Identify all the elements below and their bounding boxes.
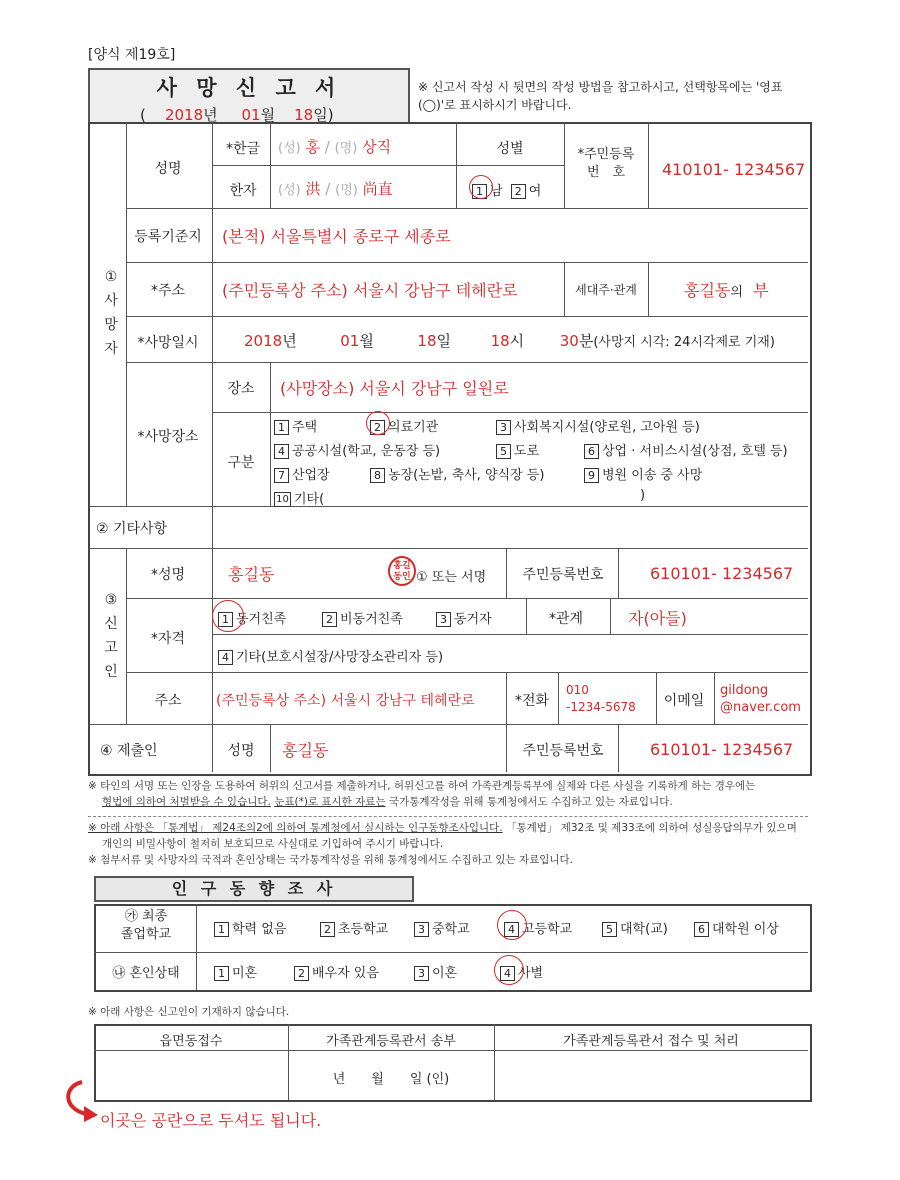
edu-option-6[interactable]: 6 대학원 이상 xyxy=(694,918,779,937)
death-datetime-field[interactable]: 2018년 01월 18일 18시 30분(사망지 시각: 24시각제로 기재) xyxy=(244,332,775,350)
office-header-2: 가족관계등록관서 송부 xyxy=(326,1034,456,1049)
name-label: 성명 xyxy=(154,161,182,177)
qualification-option-4[interactable]: 4 기타(보호시설장/사망장소관리자 등) xyxy=(218,646,443,665)
office-date: 년 월 일 (인) xyxy=(332,1072,450,1087)
phone-field[interactable]: 010 -1234-5678 xyxy=(566,683,636,714)
marital-option-2[interactable]: 2 배우자 있음 xyxy=(294,962,379,981)
reporter-name-field[interactable]: 홍길동 xyxy=(228,565,275,584)
title-box xyxy=(88,68,410,124)
reporter-address-field[interactable]: (주민등록상 주소) 서울시 강남구 테헤란로 xyxy=(216,693,475,709)
place-label: 장소 xyxy=(227,381,255,397)
registry-label: 등록기준지 xyxy=(134,229,202,245)
reporter-address-label: 주소 xyxy=(154,693,182,709)
category-option-9[interactable]: 9 병원 이송 중 사망 xyxy=(584,464,702,483)
address-field[interactable]: (주민등록상 주소) 서울시 강남구 테헤란로 xyxy=(222,281,518,300)
category-option-10[interactable]: 10 기타( xyxy=(274,488,324,507)
edu-option-1[interactable]: 1 학력 없음 xyxy=(214,918,286,937)
reporter-rrn[interactable]: 610101- 1234567 xyxy=(650,564,794,583)
edu-option-5[interactable]: 5 대학(교) xyxy=(602,918,668,937)
form-title: 사 망 신 고 서 xyxy=(156,76,342,100)
instruction-text: ※ 신고서 작성 시 뒷면의 작성 방법을 참고하시고, 선택항목에는 '영표(◯)'로 표시하시기 바랍니다. xyxy=(418,80,783,112)
householder-field[interactable]: 홍길동의 부 xyxy=(684,281,769,300)
submitter-rrn[interactable]: 610101- 1234567 xyxy=(650,740,794,759)
education-selected-circle xyxy=(497,910,527,940)
reporter-section-label: ③ 신 고 인 xyxy=(104,592,118,680)
category-selected-circle xyxy=(366,411,390,435)
qualification-option-1[interactable]: 1 동거친족 xyxy=(218,608,286,627)
statistics-notice: ※ 아래 사항은 「통계법」 제24조의2에 의하여 통계청에서 실시하는 인구동향조사입니다. 「통계법」 제32조 및 제33조에 의하여 성실응답의무가 있으며 개인의 비밀사항이 철저히 보호되므로 사실대로 기입하여 주시기 바랍니다. ※ 첨부서류 및 사망자의 국적과 혼인상태는 국가통계작성을 위해 통계청에서도 수집하고 있는 자료입니다. xyxy=(88,822,797,866)
address-label: *주소 xyxy=(150,283,186,299)
education-label: ㉮ 최종 졸업학교 xyxy=(120,909,172,942)
qualification-label: *자격 xyxy=(150,631,186,647)
email-field[interactable]: gildong @naver.com xyxy=(720,683,801,715)
name-hangul-field[interactable]: (성) 홍 / (명) 상직 xyxy=(278,138,392,156)
category-option-6[interactable]: 6 상업 · 서비스시설(상점, 호텔 등) xyxy=(584,440,788,459)
reporter-name-label: *성명 xyxy=(150,567,186,583)
death-place-label: *사망장소 xyxy=(137,429,199,445)
category-option-5[interactable]: 5 도로 xyxy=(496,440,539,459)
office-header-1: 읍면동접수 xyxy=(159,1034,223,1049)
office-note: ※ 아래 사항은 신고인이 기재하지 않습니다. xyxy=(88,1006,290,1018)
reporter-rrn-label: 주민등록번호 xyxy=(522,567,604,583)
relation-field[interactable]: 자(아들) xyxy=(628,609,687,628)
name-hanja-field[interactable]: (성) 洪 / (명) 尚直 xyxy=(278,180,393,198)
phone-label: *전화 xyxy=(514,693,550,709)
survey-title-box: 인 구 동 향 조 사 xyxy=(94,876,414,902)
death-datetime-label: *사망일시 xyxy=(137,335,199,351)
category-label: 구분 xyxy=(227,455,255,471)
marital-label: ㉯ 혼인상태 xyxy=(112,966,180,981)
marital-option-3[interactable]: 3 이혼 xyxy=(414,962,457,981)
category-option-2[interactable]: 2 의료기관 xyxy=(370,416,438,435)
edu-option-3[interactable]: 3 중학교 xyxy=(414,918,470,937)
submitter-name-field[interactable]: 홍길동 xyxy=(282,741,329,760)
category-option-3[interactable]: 3 사회복지시설(양로원, 고아원 등) xyxy=(496,416,700,435)
category-option-1[interactable]: 1 주택 xyxy=(274,416,317,435)
category-option-8[interactable]: 8 농장(논밭, 축사, 양식장 등) xyxy=(370,464,544,483)
office-header-3: 가족관계등록관서 접수 및 처리 xyxy=(563,1034,739,1049)
category-option-4[interactable]: 4 공공시설(학교, 운동장 등) xyxy=(274,440,440,459)
other-notes-label: ② 기타사항 xyxy=(96,521,168,537)
hanja-label: 한자 xyxy=(229,183,257,199)
hangul-label: *한글 xyxy=(225,141,261,157)
qualification-option-3[interactable]: 3 동거자 xyxy=(436,608,492,627)
marital-option-4[interactable]: 4 사별 xyxy=(500,962,543,981)
marital-selected-circle xyxy=(494,955,524,985)
sex-options[interactable]: 1 남 2 여 xyxy=(472,180,541,199)
reporter-seal: 홍길 동인 xyxy=(388,556,416,586)
rrn-label: *주민등록 번 호 xyxy=(577,147,635,180)
edu-option-4[interactable]: 4 고등학교 xyxy=(504,918,572,937)
sex-selected-circle xyxy=(469,175,493,199)
curved-arrow-icon xyxy=(60,1078,104,1124)
submitter-name-label: 성명 xyxy=(227,743,255,759)
marital-option-1[interactable]: 1 미혼 xyxy=(214,962,257,981)
householder-label: 세대주·관계 xyxy=(575,283,637,297)
form-number: [양식 제19호] xyxy=(88,47,176,63)
edu-option-2[interactable]: 2 초등학교 xyxy=(320,918,388,937)
submitter-rrn-label: 주민등록번호 xyxy=(522,743,604,759)
sex-label: 성별 xyxy=(496,141,524,157)
email-label: 이메일 xyxy=(663,693,705,709)
category-other-close: ) xyxy=(640,488,646,503)
registry-field[interactable]: (본적) 서울특별시 종로구 세종로 xyxy=(222,227,451,246)
place-field[interactable]: (사망장소) 서울시 강남구 일원로 xyxy=(280,379,509,398)
submitter-label: ④ 제출인 xyxy=(100,743,158,759)
report-date: ( 2018년 01월 18일) xyxy=(140,106,334,124)
category-option-7[interactable]: 7 산업장 xyxy=(274,464,330,483)
deceased-section-label: ① 사 망 자 xyxy=(104,269,118,357)
other-notes-field[interactable] xyxy=(212,508,806,546)
relation-label: *관계 xyxy=(548,611,584,627)
deceased-rrn[interactable]: 410101- 1234567 xyxy=(662,160,806,179)
qualification-selected-circle xyxy=(212,600,244,632)
legal-notice: ※ 타인의 서명 또는 인장을 도용하여 허위의 신고서를 제출하거나, 허위신고를 하여 가족관계등록부에 실제와 다른 사실을 기록하게 하는 경우에는 형법에 의하여 처벌받을 수 있습니다. 눈표(*)로 표시한 자료는 국가통계작성을 위해 통계청에서도 수집하고 있는 자료입니다. xyxy=(88,780,756,808)
sign-label: ① 또는 서명 xyxy=(416,570,487,585)
blank-annotation: 이곳은 공란으로 두셔도 됩니다. xyxy=(100,1111,322,1130)
qualification-option-2[interactable]: 2 비동거친족 xyxy=(322,608,403,627)
